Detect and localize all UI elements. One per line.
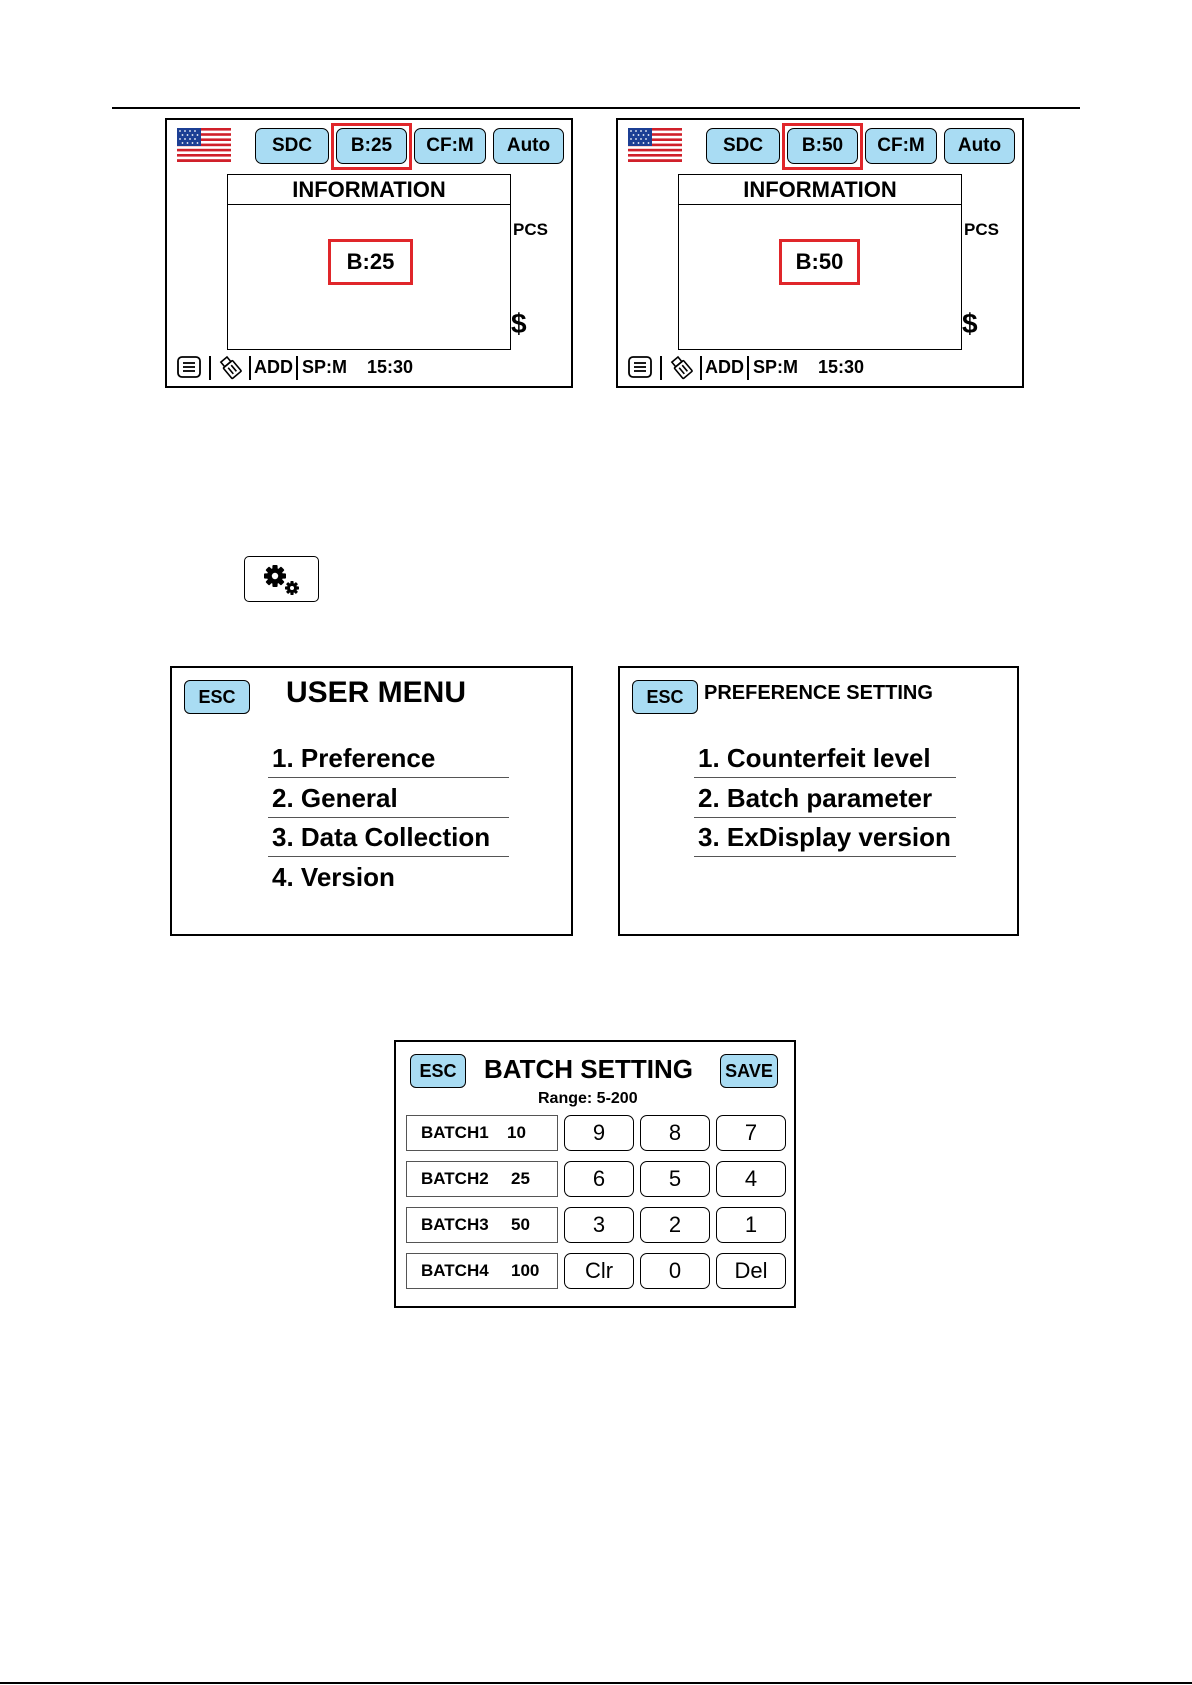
menu-item-general[interactable]: 2. General bbox=[268, 780, 509, 818]
preference-setting-screen bbox=[618, 666, 1019, 936]
batch-value-highlight: B:50 bbox=[779, 239, 860, 285]
clock: 15:30 bbox=[367, 356, 414, 377]
key-2[interactable]: 2 bbox=[640, 1207, 710, 1243]
sdc-button[interactable]: SDC bbox=[255, 128, 329, 164]
key-6[interactable]: 6 bbox=[564, 1161, 634, 1197]
clock: 15:30 bbox=[818, 356, 865, 377]
esc-button[interactable]: ESC bbox=[410, 1054, 466, 1088]
pcs-label: PCS bbox=[513, 220, 548, 239]
information-panel bbox=[678, 174, 962, 350]
cf-button[interactable]: CF:M bbox=[865, 128, 937, 164]
esc-button[interactable]: ESC bbox=[632, 680, 698, 714]
status-divider bbox=[209, 356, 211, 380]
user-menu-screen bbox=[170, 666, 573, 936]
key-0[interactable]: 0 bbox=[640, 1253, 710, 1289]
key-3[interactable]: 3 bbox=[564, 1207, 634, 1243]
batch-label: BATCH2 bbox=[421, 1169, 489, 1188]
batch-value: 25 bbox=[511, 1169, 530, 1188]
batch-value-highlight: B:25 bbox=[328, 239, 413, 285]
key-1[interactable]: 1 bbox=[716, 1207, 786, 1243]
bottom-rule bbox=[0, 1682, 1192, 1684]
information-title: INFORMATION bbox=[679, 175, 961, 205]
user-menu-title: USER MENU bbox=[286, 676, 467, 709]
auto-button[interactable]: Auto bbox=[493, 128, 564, 164]
key-8[interactable]: 8 bbox=[640, 1115, 710, 1151]
batch2-field[interactable] bbox=[406, 1161, 558, 1197]
settings-button[interactable] bbox=[244, 556, 319, 602]
counter-screen-batch-25 bbox=[165, 118, 573, 388]
information-panel bbox=[227, 174, 511, 350]
key-5[interactable]: 5 bbox=[640, 1161, 710, 1197]
batch-value: 100 bbox=[511, 1261, 540, 1280]
batch-button[interactable]: B:25 bbox=[336, 128, 407, 164]
menu-item-counterfeit-level[interactable]: 1. Counterfeit level bbox=[694, 740, 956, 778]
usb-icon bbox=[217, 354, 245, 382]
menu-item-preference[interactable]: 1. Preference bbox=[268, 740, 509, 778]
auto-button[interactable]: Auto bbox=[944, 128, 1015, 164]
preference-setting-title: PREFERENCE SETTING bbox=[704, 682, 933, 704]
menu-item-batch-parameter[interactable]: 2. Batch parameter bbox=[694, 780, 956, 818]
save-button[interactable]: SAVE bbox=[720, 1054, 778, 1088]
status-divider bbox=[747, 356, 749, 380]
us-flag-icon bbox=[177, 128, 231, 162]
key-9[interactable]: 9 bbox=[564, 1115, 634, 1151]
menu-icon[interactable] bbox=[628, 356, 652, 378]
key-7[interactable]: 7 bbox=[716, 1115, 786, 1151]
batch-button[interactable]: B:50 bbox=[787, 128, 858, 164]
batch-setting-screen bbox=[394, 1040, 796, 1308]
batch3-field[interactable] bbox=[406, 1207, 558, 1243]
range-label: Range: 5-200 bbox=[538, 1090, 638, 1107]
menu-icon[interactable] bbox=[177, 356, 201, 378]
batch1-field[interactable] bbox=[406, 1115, 558, 1151]
menu-item-version[interactable]: 4. Version bbox=[272, 862, 395, 892]
batch-value: 10 bbox=[507, 1123, 526, 1142]
batch-setting-title: BATCH SETTING bbox=[484, 1054, 693, 1084]
pcs-label: PCS bbox=[964, 220, 999, 239]
batch-label: BATCH1 bbox=[421, 1123, 489, 1142]
us-flag-icon bbox=[628, 128, 682, 162]
mode-status: ADD bbox=[705, 356, 744, 377]
status-divider bbox=[660, 356, 662, 380]
counter-screen-batch-50 bbox=[616, 118, 1024, 388]
key-delete[interactable]: Del bbox=[716, 1253, 786, 1289]
key-clear[interactable]: Clr bbox=[564, 1253, 634, 1289]
information-title: INFORMATION bbox=[228, 175, 510, 205]
currency-symbol: $ bbox=[511, 308, 527, 339]
speed-status: SP:M bbox=[753, 356, 798, 377]
status-divider bbox=[296, 356, 298, 380]
top-rule bbox=[112, 107, 1080, 109]
mode-status: ADD bbox=[254, 356, 293, 377]
status-divider bbox=[700, 356, 702, 380]
usb-icon bbox=[668, 354, 696, 382]
batch-value: 50 bbox=[511, 1215, 530, 1234]
batch4-field[interactable] bbox=[406, 1253, 558, 1289]
status-divider bbox=[249, 356, 251, 380]
menu-item-data-collection[interactable]: 3. Data Collection bbox=[268, 819, 509, 857]
cf-button[interactable]: CF:M bbox=[414, 128, 486, 164]
currency-symbol: $ bbox=[962, 308, 978, 339]
batch-label: BATCH4 bbox=[421, 1261, 489, 1280]
key-4[interactable]: 4 bbox=[716, 1161, 786, 1197]
esc-button[interactable]: ESC bbox=[184, 680, 250, 714]
speed-status: SP:M bbox=[302, 356, 347, 377]
batch-label: BATCH3 bbox=[421, 1215, 489, 1234]
menu-item-exdisplay-version[interactable]: 3. ExDisplay version bbox=[694, 819, 956, 857]
sdc-button[interactable]: SDC bbox=[706, 128, 780, 164]
gears-icon bbox=[259, 561, 305, 599]
